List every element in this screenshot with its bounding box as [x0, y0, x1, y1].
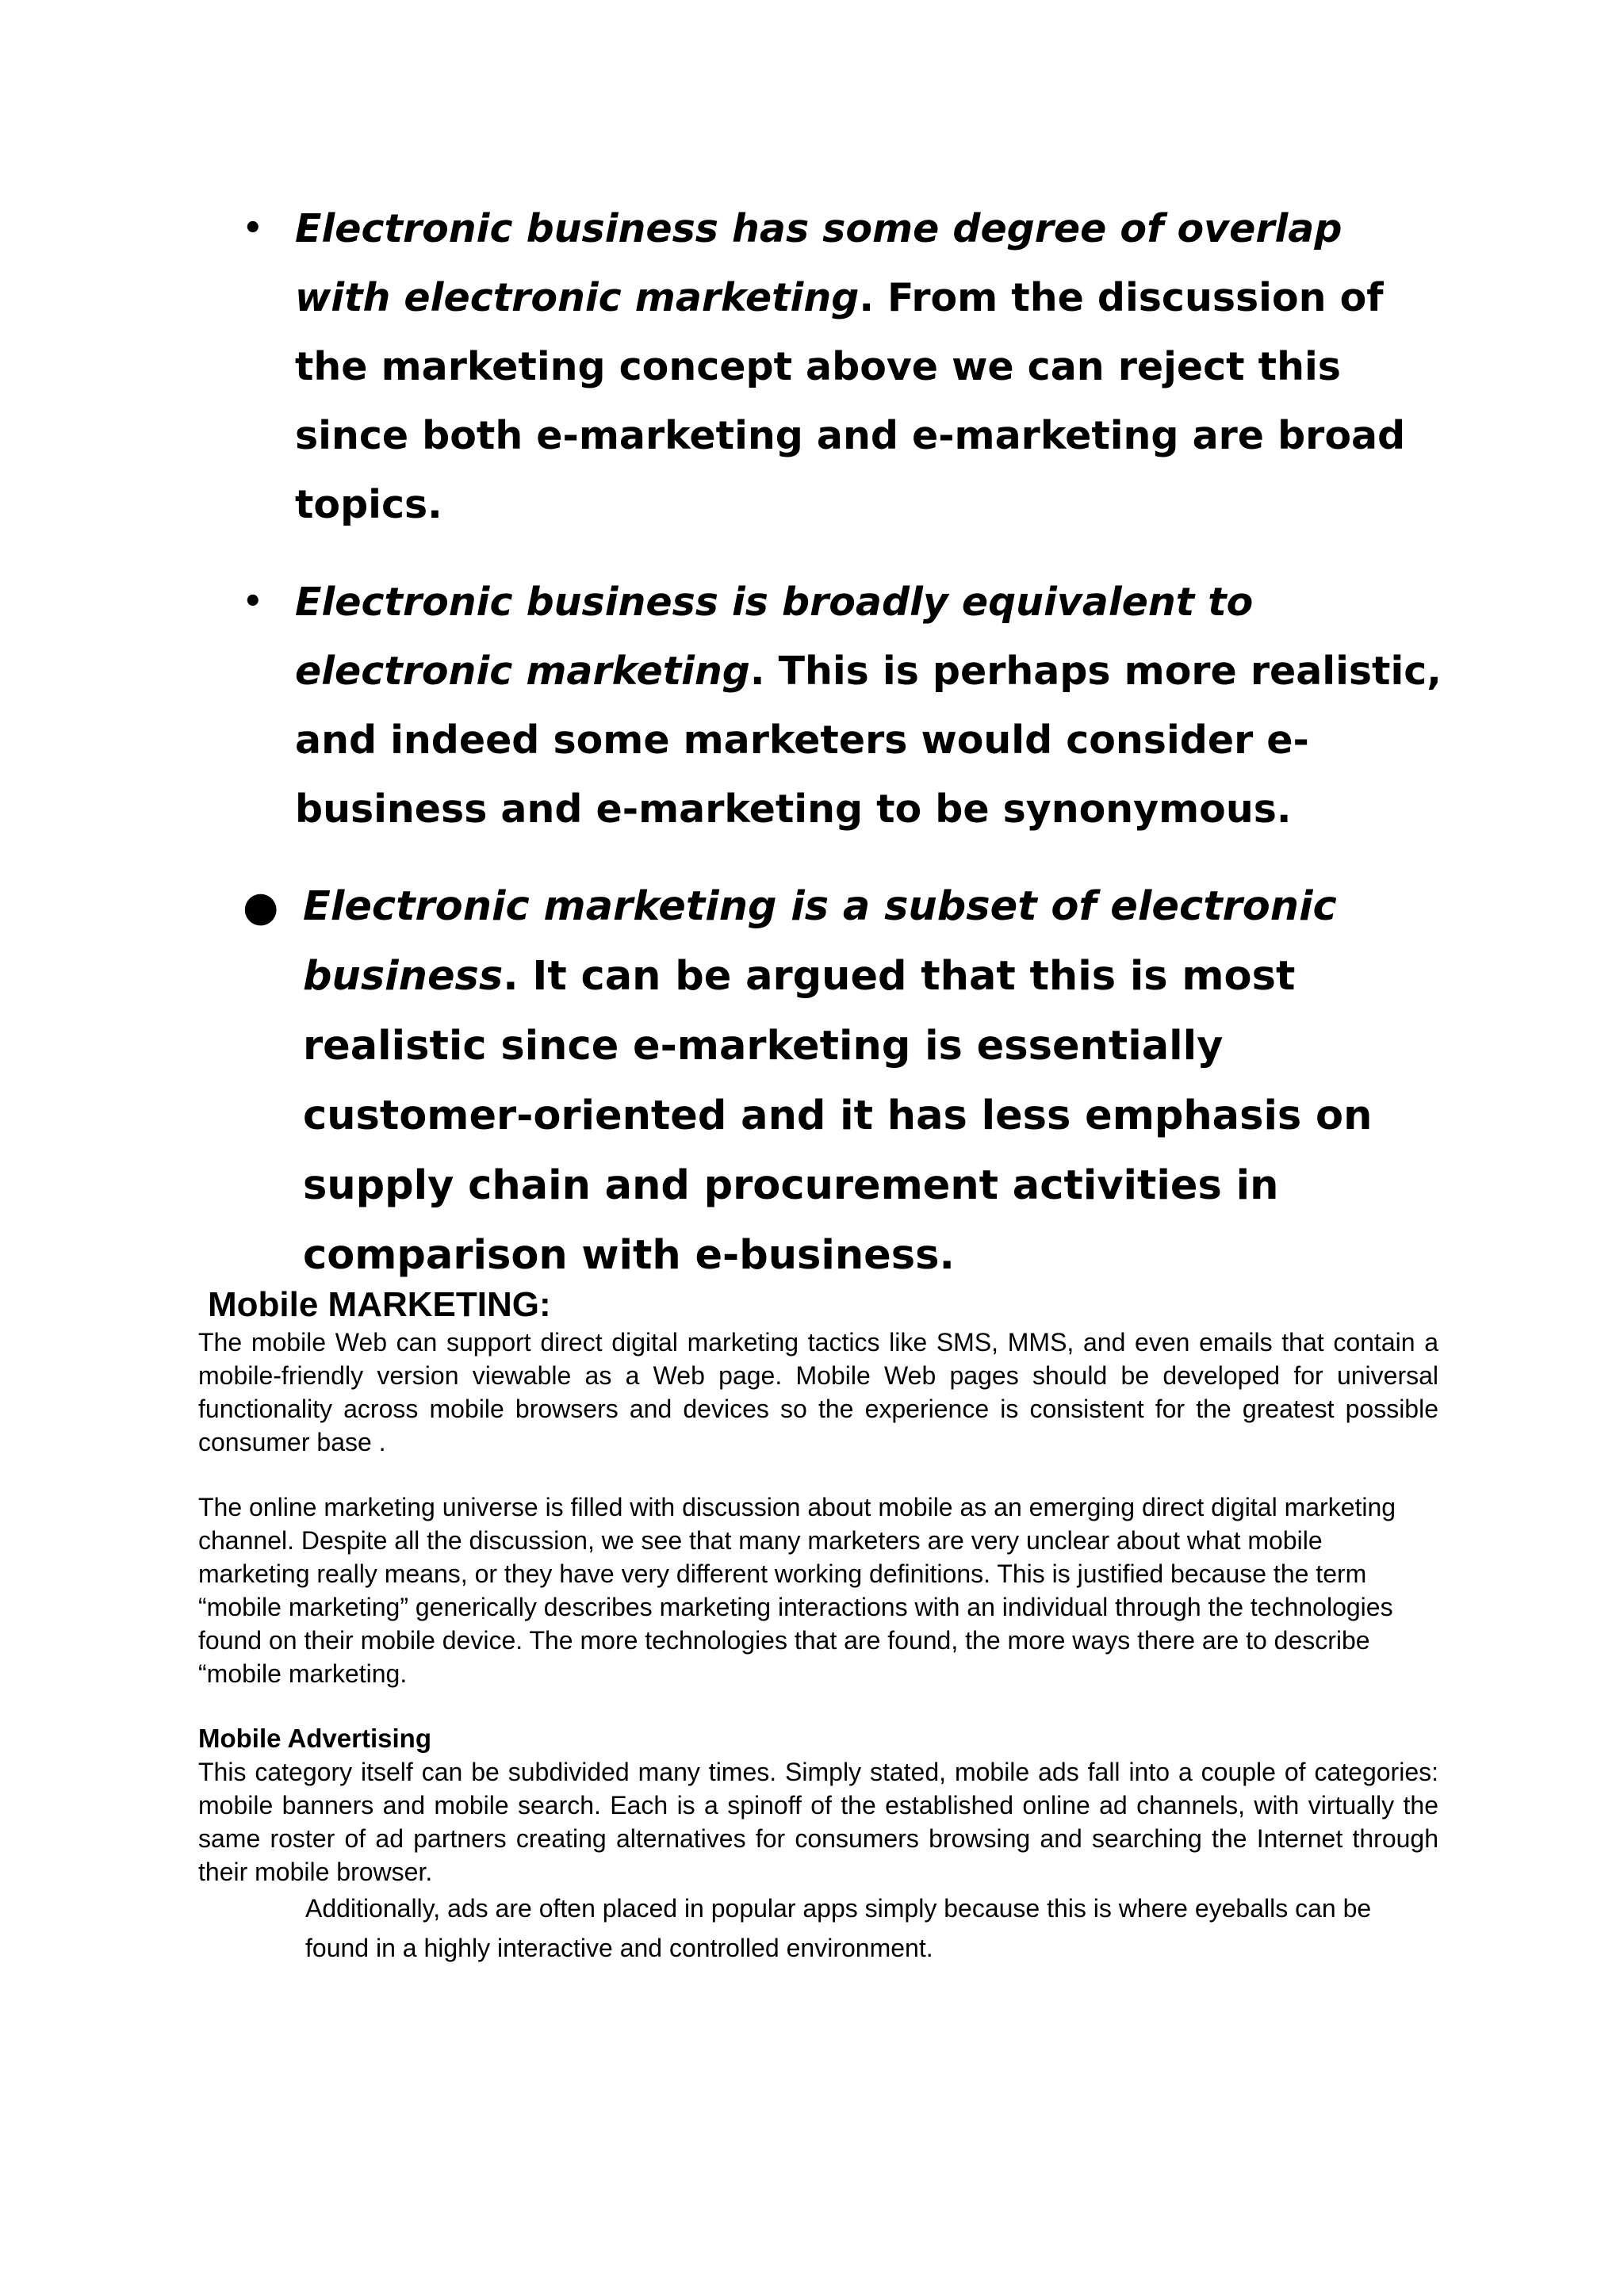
sub-heading: Mobile Advertising — [198, 1724, 431, 1753]
bullet-body-text: . From the discussion of the marketing concept above we can reject this since both e-marketing and e-marketing are broad topics. — [295, 275, 1406, 527]
paragraph: The mobile Web can support direct digital marketing tactics like SMS, MMS, and even emails that contain a mobile-friendly version viewable as a Web page. Mobile Web pages should be developed for universal functionality across mobile browsers and devices so the experience is consistent for the greatest possible consumer base . — [198, 1328, 1438, 1456]
bullet-dot-icon: • — [243, 584, 263, 620]
bullet-body-text: . It can be argued that this is most realistic since e-marketing is essentially customer-oriented and it has less emphasis on supply chain and procurement activities in comparison with e-business. — [303, 953, 1373, 1279]
paragraph: This category itself can be subdivided many times. Simply stated, mobile ads fall into a couple of categories: mobile banners and mobile search. Each is a spinoff of the established online ad channels, with virtually the same roster of ad partners creating alternatives for consumers browsing and searching the Internet through their mobile browser. — [198, 1758, 1438, 1886]
bullet-body-text: . This is perhaps more realistic, and indeed some marketers would consider e-business and e-marketing to be synonymous. — [295, 649, 1442, 832]
bullet-item — [238, 568, 1443, 844]
bullet-item — [238, 872, 1443, 1291]
bullet-dot-icon: • — [243, 210, 263, 247]
section-heading: Mobile MARKETING: — [208, 1285, 551, 1324]
indented-paragraph: Additionally, ads are often placed in popular apps simply because this is where eyeballs can be found in a highly interactive and controlled environment. — [305, 1894, 1372, 1962]
paragraph-gap — [198, 1690, 1438, 1722]
paragraph: The online marketing universe is filled with discussion about mobile as an emerging direct digital marketing channel. Despite all the discussion, we see that many marketers are very unclear about what mobile marketing really means, or they have very different working definitions. This is justified because the term “mobile marketing” generically describes marketing interactions with an individual through the technologies found on their mobile device. The more technologies that are found, the more ways there are to describe “mobile marketing. — [198, 1493, 1396, 1688]
bullet-lead-text: Electronic business is broadly equivalent to electronic marketing — [295, 580, 1254, 694]
bullet-lead-text: Electronic marketing is a subset of electronic business — [303, 883, 1337, 1000]
paragraph-gap — [198, 1459, 1438, 1490]
mobile-marketing-section — [198, 1284, 1438, 1968]
bullet-dot-icon: ● — [243, 883, 279, 931]
bullet-list — [238, 194, 1443, 1291]
bullet-lead-text: Electronic business has some degree of overlap with electronic marketing — [295, 206, 1342, 320]
bullet-item — [238, 194, 1443, 539]
